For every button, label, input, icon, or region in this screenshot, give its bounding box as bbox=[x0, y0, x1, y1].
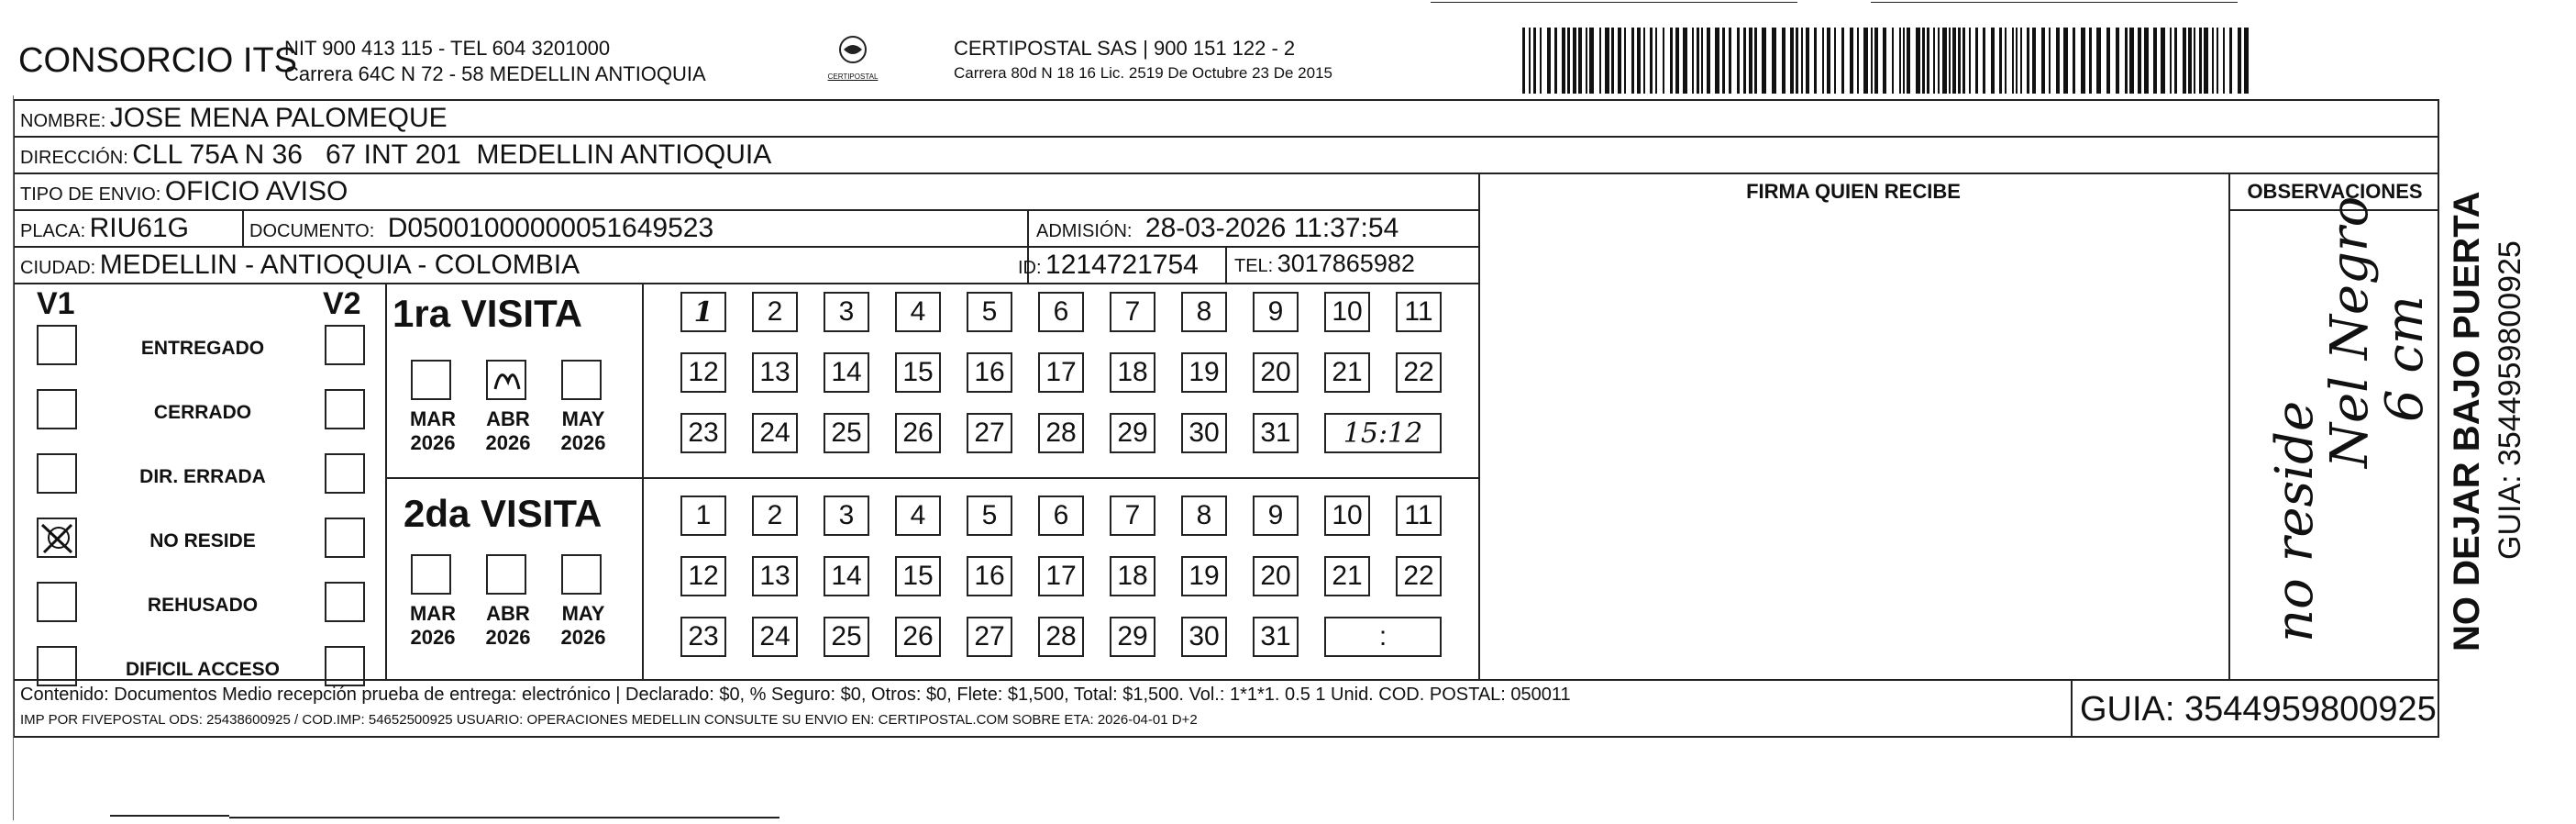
day-number: 2 bbox=[767, 296, 783, 327]
v2-label: V2 bbox=[323, 286, 361, 321]
day-number: 3 bbox=[838, 296, 855, 327]
id-value: 1214721754 bbox=[1045, 250, 1199, 280]
tipo-label: TIPO DE ENVIO: bbox=[20, 184, 161, 205]
footer-guia: GUIA: 3544959800925 bbox=[2080, 690, 2437, 729]
day-number: 6 bbox=[1053, 500, 1069, 530]
day-cell[interactable] bbox=[895, 292, 941, 332]
day-number: 11 bbox=[1404, 296, 1433, 327]
day-cell[interactable] bbox=[1038, 292, 1084, 332]
day-cell[interactable] bbox=[895, 617, 941, 657]
year-label: 2026 bbox=[485, 431, 531, 454]
day-cell[interactable] bbox=[1253, 352, 1299, 393]
firma-label: FIRMA QUIEN RECIBE bbox=[1746, 180, 1961, 203]
day-number: 26 bbox=[902, 418, 934, 448]
documento-value: D05001000000051649523 bbox=[387, 213, 714, 243]
day-number: 3 bbox=[838, 500, 855, 530]
day-cell[interactable] bbox=[824, 496, 869, 536]
placa-label: PLACA: bbox=[20, 221, 86, 241]
day-number: 4 bbox=[910, 500, 926, 530]
day-cell[interactable] bbox=[1038, 413, 1084, 453]
day-number: 17 bbox=[1045, 357, 1077, 387]
handwritten-note-1: no reside bbox=[2265, 400, 2325, 642]
day-cell[interactable] bbox=[895, 556, 941, 596]
handwritten-note-2: Nel Negro bbox=[2320, 195, 2380, 468]
day-number: 19 bbox=[1188, 357, 1220, 387]
day-number: 23 bbox=[688, 418, 719, 448]
documento-row bbox=[249, 213, 713, 244]
nombre-value: JOSE MENA PALOMEQUE bbox=[109, 103, 448, 133]
day-number: 11 bbox=[1404, 500, 1433, 530]
day-number: 20 bbox=[1260, 561, 1291, 591]
day-cell[interactable] bbox=[1038, 496, 1084, 536]
day-cell[interactable] bbox=[680, 413, 726, 453]
day-cell[interactable] bbox=[1324, 556, 1370, 596]
v1-checkbox[interactable] bbox=[37, 325, 77, 365]
ciudad-label: CIUDAD: bbox=[20, 258, 96, 278]
day-cell[interactable] bbox=[1110, 413, 1155, 453]
time-value: : bbox=[1378, 621, 1388, 651]
year-label: 2026 bbox=[410, 626, 456, 649]
v1-checkbox[interactable] bbox=[37, 582, 77, 622]
time-field[interactable] bbox=[1324, 413, 1442, 453]
day-number: 30 bbox=[1188, 621, 1220, 651]
day-number: 10 bbox=[1332, 296, 1363, 327]
certipostal-logo: CERTIPOSTAL bbox=[816, 35, 890, 90]
month-label: ABR bbox=[486, 602, 530, 625]
check-mark-icon bbox=[39, 519, 75, 556]
handwritten-note-3: 6 cm bbox=[2375, 295, 2435, 422]
v1-label: V1 bbox=[37, 286, 75, 321]
day-cell[interactable] bbox=[1110, 292, 1155, 332]
day-cell[interactable] bbox=[680, 556, 726, 596]
v1-checkbox[interactable] bbox=[37, 389, 77, 429]
status-label: NO RESIDE bbox=[149, 530, 256, 551]
day-number: 28 bbox=[1045, 418, 1077, 448]
day-number: 1 bbox=[693, 295, 713, 328]
day-number: 24 bbox=[759, 621, 790, 651]
status-label: CERRADO bbox=[153, 402, 252, 423]
v1-checkbox[interactable] bbox=[37, 646, 77, 686]
first-visit-label: 1ra VISITA bbox=[392, 292, 582, 335]
day-number: 29 bbox=[1117, 621, 1148, 651]
day-cell[interactable] bbox=[1181, 496, 1227, 536]
day-number: 19 bbox=[1188, 561, 1220, 591]
day-cell[interactable] bbox=[1324, 496, 1370, 536]
month-checkbox[interactable] bbox=[411, 554, 451, 595]
day-cell[interactable] bbox=[752, 292, 798, 332]
day-number: 10 bbox=[1332, 500, 1363, 530]
month-checkbox[interactable] bbox=[486, 554, 526, 595]
v2-checkbox[interactable] bbox=[325, 389, 365, 429]
day-cell[interactable] bbox=[1038, 556, 1084, 596]
day-number: 12 bbox=[688, 357, 719, 387]
day-cell[interactable] bbox=[680, 352, 726, 393]
day-cell[interactable] bbox=[895, 496, 941, 536]
day-cell[interactable] bbox=[895, 352, 941, 393]
v2-checkbox[interactable] bbox=[325, 325, 365, 365]
month-checkbox[interactable] bbox=[411, 360, 451, 400]
day-cell[interactable] bbox=[752, 413, 798, 453]
nombre-row bbox=[20, 103, 448, 134]
day-number: 1 bbox=[695, 500, 712, 530]
day-cell[interactable] bbox=[752, 496, 798, 536]
day-cell[interactable] bbox=[824, 617, 869, 657]
scan-mark bbox=[229, 817, 779, 818]
day-number: 15 bbox=[902, 357, 934, 387]
day-number: 13 bbox=[759, 561, 790, 591]
day-cell[interactable] bbox=[1110, 352, 1155, 393]
day-cell[interactable] bbox=[1396, 292, 1442, 332]
status-label: DIR. ERRADA bbox=[139, 466, 266, 487]
day-number: 27 bbox=[974, 418, 1005, 448]
day-cell[interactable] bbox=[967, 292, 1012, 332]
day-cell[interactable] bbox=[1181, 556, 1227, 596]
side-guia: GUIA: 3544959800925 bbox=[2493, 240, 2527, 560]
day-cell[interactable] bbox=[824, 413, 869, 453]
id-label: ID: bbox=[1018, 258, 1042, 278]
day-cell[interactable] bbox=[967, 556, 1012, 596]
day-cell[interactable] bbox=[967, 496, 1012, 536]
tipo-row bbox=[20, 176, 348, 207]
day-number: 29 bbox=[1117, 418, 1148, 448]
day-number: 21 bbox=[1332, 561, 1363, 591]
scan-mark bbox=[1431, 2, 1797, 3]
certipostal-line-1: CERTIPOSTAL SAS | 900 151 122 - 2 bbox=[954, 37, 1296, 60]
day-cell[interactable] bbox=[1396, 556, 1442, 596]
day-cell[interactable] bbox=[1181, 292, 1227, 332]
day-number: 15 bbox=[902, 561, 934, 591]
direccion-value: CLL 75A N 36 67 INT 201 MEDELLIN ANTIOQUIA bbox=[132, 139, 772, 170]
nit-line: NIT 900 413 115 - TEL 604 3201000 bbox=[284, 37, 611, 60]
day-cell[interactable] bbox=[1253, 413, 1299, 453]
day-cell[interactable] bbox=[1396, 496, 1442, 536]
day-number: 17 bbox=[1045, 561, 1077, 591]
day-number: 4 bbox=[910, 296, 926, 327]
day-cell[interactable] bbox=[752, 352, 798, 393]
month-label: MAY bbox=[561, 407, 605, 430]
certipostal-line-2: Carrera 80d N 18 16 Lic. 2519 De Octubre 23 De 2015 bbox=[954, 64, 1332, 82]
day-number: 14 bbox=[831, 561, 862, 591]
day-number: 27 bbox=[974, 621, 1005, 651]
month-label: MAR bbox=[409, 602, 457, 625]
day-cell[interactable] bbox=[1181, 413, 1227, 453]
tel-value: 3017865982 bbox=[1277, 250, 1415, 277]
v1-checkbox[interactable] bbox=[37, 518, 77, 558]
day-number: 7 bbox=[1124, 500, 1141, 530]
day-cell[interactable] bbox=[824, 556, 869, 596]
day-number: 9 bbox=[1267, 500, 1284, 530]
second-visit-label: 2da VISITA bbox=[404, 492, 603, 535]
day-cell[interactable] bbox=[1110, 617, 1155, 657]
month-checkbox[interactable] bbox=[561, 554, 602, 595]
day-number: 5 bbox=[981, 500, 998, 530]
year-label: 2026 bbox=[560, 626, 606, 649]
day-cell[interactable] bbox=[1038, 352, 1084, 393]
day-cell[interactable] bbox=[824, 352, 869, 393]
tel-row bbox=[1234, 250, 1415, 278]
day-number: 28 bbox=[1045, 621, 1077, 651]
status-label: ENTREGADO bbox=[140, 338, 265, 359]
day-number: 9 bbox=[1267, 296, 1284, 327]
day-number: 22 bbox=[1403, 561, 1434, 591]
nombre-label: NOMBRE: bbox=[20, 111, 106, 131]
day-number: 31 bbox=[1260, 621, 1291, 651]
day-number: 23 bbox=[688, 621, 719, 651]
day-cell[interactable] bbox=[967, 352, 1012, 393]
day-cell[interactable] bbox=[752, 617, 798, 657]
day-cell[interactable] bbox=[680, 617, 726, 657]
day-number: 24 bbox=[759, 418, 790, 448]
ciudad-value: MEDELLIN - ANTIOQUIA - COLOMBIA bbox=[99, 250, 580, 280]
day-number: 18 bbox=[1117, 561, 1148, 591]
v2-checkbox[interactable] bbox=[325, 646, 365, 686]
day-cell[interactable] bbox=[967, 617, 1012, 657]
address-line: Carrera 64C N 72 - 58 MEDELLIN ANTIOQUIA bbox=[284, 62, 706, 85]
day-cell[interactable] bbox=[1396, 352, 1442, 393]
day-number: 12 bbox=[688, 561, 719, 591]
day-cell[interactable] bbox=[1181, 617, 1227, 657]
month-checkbox[interactable] bbox=[561, 360, 602, 400]
month-label: ABR bbox=[486, 407, 530, 430]
v1-checkbox[interactable] bbox=[37, 453, 77, 494]
day-number: 25 bbox=[831, 418, 862, 448]
time-value: 15:12 bbox=[1343, 417, 1423, 450]
direccion-label: DIRECCIÓN: bbox=[20, 148, 128, 168]
imp-line: IMP POR FIVEPOSTAL ODS: 25438600925 / COD.IMP: 54652500925 USUARIO: OPERACIONES MEDELLIN CONSULTE SU ENVIO EN: CERTIPOSTAL.COM SOBRE ETA: 2026-04-01 D+2 bbox=[20, 712, 1198, 728]
documento-label: DOCUMENTO: bbox=[249, 221, 375, 241]
year-label: 2026 bbox=[560, 431, 606, 454]
day-cell[interactable] bbox=[1324, 292, 1370, 332]
day-number: 31 bbox=[1260, 418, 1291, 448]
barcode bbox=[1522, 28, 2256, 94]
admision-row bbox=[1036, 213, 1399, 244]
day-number: 8 bbox=[1196, 500, 1212, 530]
day-number: 26 bbox=[902, 621, 934, 651]
v2-checkbox[interactable] bbox=[325, 582, 365, 622]
day-cell[interactable] bbox=[1253, 617, 1299, 657]
admision-label: ADMISIÓN: bbox=[1036, 221, 1133, 241]
day-number: 13 bbox=[759, 357, 790, 387]
year-label: 2026 bbox=[485, 626, 531, 649]
contenido-line: Contenido: Documentos Medio recepción prueba de entrega: electrónico | Declarado: $0, % Seguro: $0, Otros: $0, Flete: $1,500, Total: $1,500. Vol.: 1*1*1. 0.5 1 Unid. COD. POSTAL: 050011 bbox=[20, 685, 1571, 705]
day-cell[interactable] bbox=[1324, 352, 1370, 393]
placa-value: RIU61G bbox=[89, 213, 189, 243]
day-cell[interactable] bbox=[1253, 496, 1299, 536]
month-label: MAR bbox=[409, 407, 457, 430]
day-number: 7 bbox=[1124, 296, 1141, 327]
observaciones-label: OBSERVACIONES bbox=[2247, 180, 2423, 203]
tel-label: TEL: bbox=[1234, 256, 1274, 276]
month-label: MAY bbox=[561, 602, 605, 625]
direccion-row bbox=[20, 139, 771, 171]
v2-checkbox[interactable] bbox=[325, 518, 365, 558]
scan-mark bbox=[110, 815, 229, 817]
id-row bbox=[1018, 250, 1199, 281]
day-cell[interactable] bbox=[824, 292, 869, 332]
day-cell[interactable] bbox=[1110, 496, 1155, 536]
status-label: DIFICIL ACCESO bbox=[125, 659, 280, 680]
month-checkbox[interactable] bbox=[486, 360, 526, 400]
day-number: 14 bbox=[831, 357, 862, 387]
tipo-value: OFICIO AVISO bbox=[164, 176, 348, 206]
day-cell[interactable] bbox=[895, 413, 941, 453]
placa-row bbox=[20, 213, 189, 244]
day-number: 18 bbox=[1117, 357, 1148, 387]
day-cell[interactable] bbox=[1038, 617, 1084, 657]
admision-value: 28-03-2026 11:37:54 bbox=[1144, 213, 1399, 243]
day-cell[interactable] bbox=[967, 413, 1012, 453]
scan-mark bbox=[1871, 2, 2238, 3]
year-label: 2026 bbox=[410, 431, 456, 454]
day-number: 21 bbox=[1332, 357, 1363, 387]
certipostal-logo-icon bbox=[835, 35, 871, 68]
ciudad-row bbox=[20, 250, 580, 281]
status-label: REHUSADO bbox=[147, 595, 259, 616]
day-number: 2 bbox=[767, 500, 783, 530]
day-cell[interactable] bbox=[1110, 556, 1155, 596]
day-number: 6 bbox=[1053, 296, 1069, 327]
day-number: 22 bbox=[1403, 357, 1434, 387]
scan-mark bbox=[13, 95, 14, 820]
no-dejar-bajo-puerta: NO DEJAR BAJO PUERTA bbox=[2447, 191, 2487, 651]
day-number: 16 bbox=[974, 561, 1005, 591]
day-cell[interactable] bbox=[680, 292, 726, 332]
mark-icon bbox=[488, 362, 525, 398]
day-number: 5 bbox=[981, 296, 998, 327]
day-cell[interactable] bbox=[752, 556, 798, 596]
day-number: 16 bbox=[974, 357, 1005, 387]
day-cell[interactable] bbox=[1253, 556, 1299, 596]
day-cell[interactable] bbox=[1253, 292, 1299, 332]
time-field[interactable] bbox=[1324, 617, 1442, 657]
day-number: 20 bbox=[1260, 357, 1291, 387]
day-number: 8 bbox=[1196, 296, 1212, 327]
v2-checkbox[interactable] bbox=[325, 453, 365, 494]
day-cell[interactable] bbox=[680, 496, 726, 536]
day-number: 30 bbox=[1188, 418, 1220, 448]
company-name: CONSORCIO ITS bbox=[18, 41, 298, 80]
day-number: 25 bbox=[831, 621, 862, 651]
day-cell[interactable] bbox=[1181, 352, 1227, 393]
